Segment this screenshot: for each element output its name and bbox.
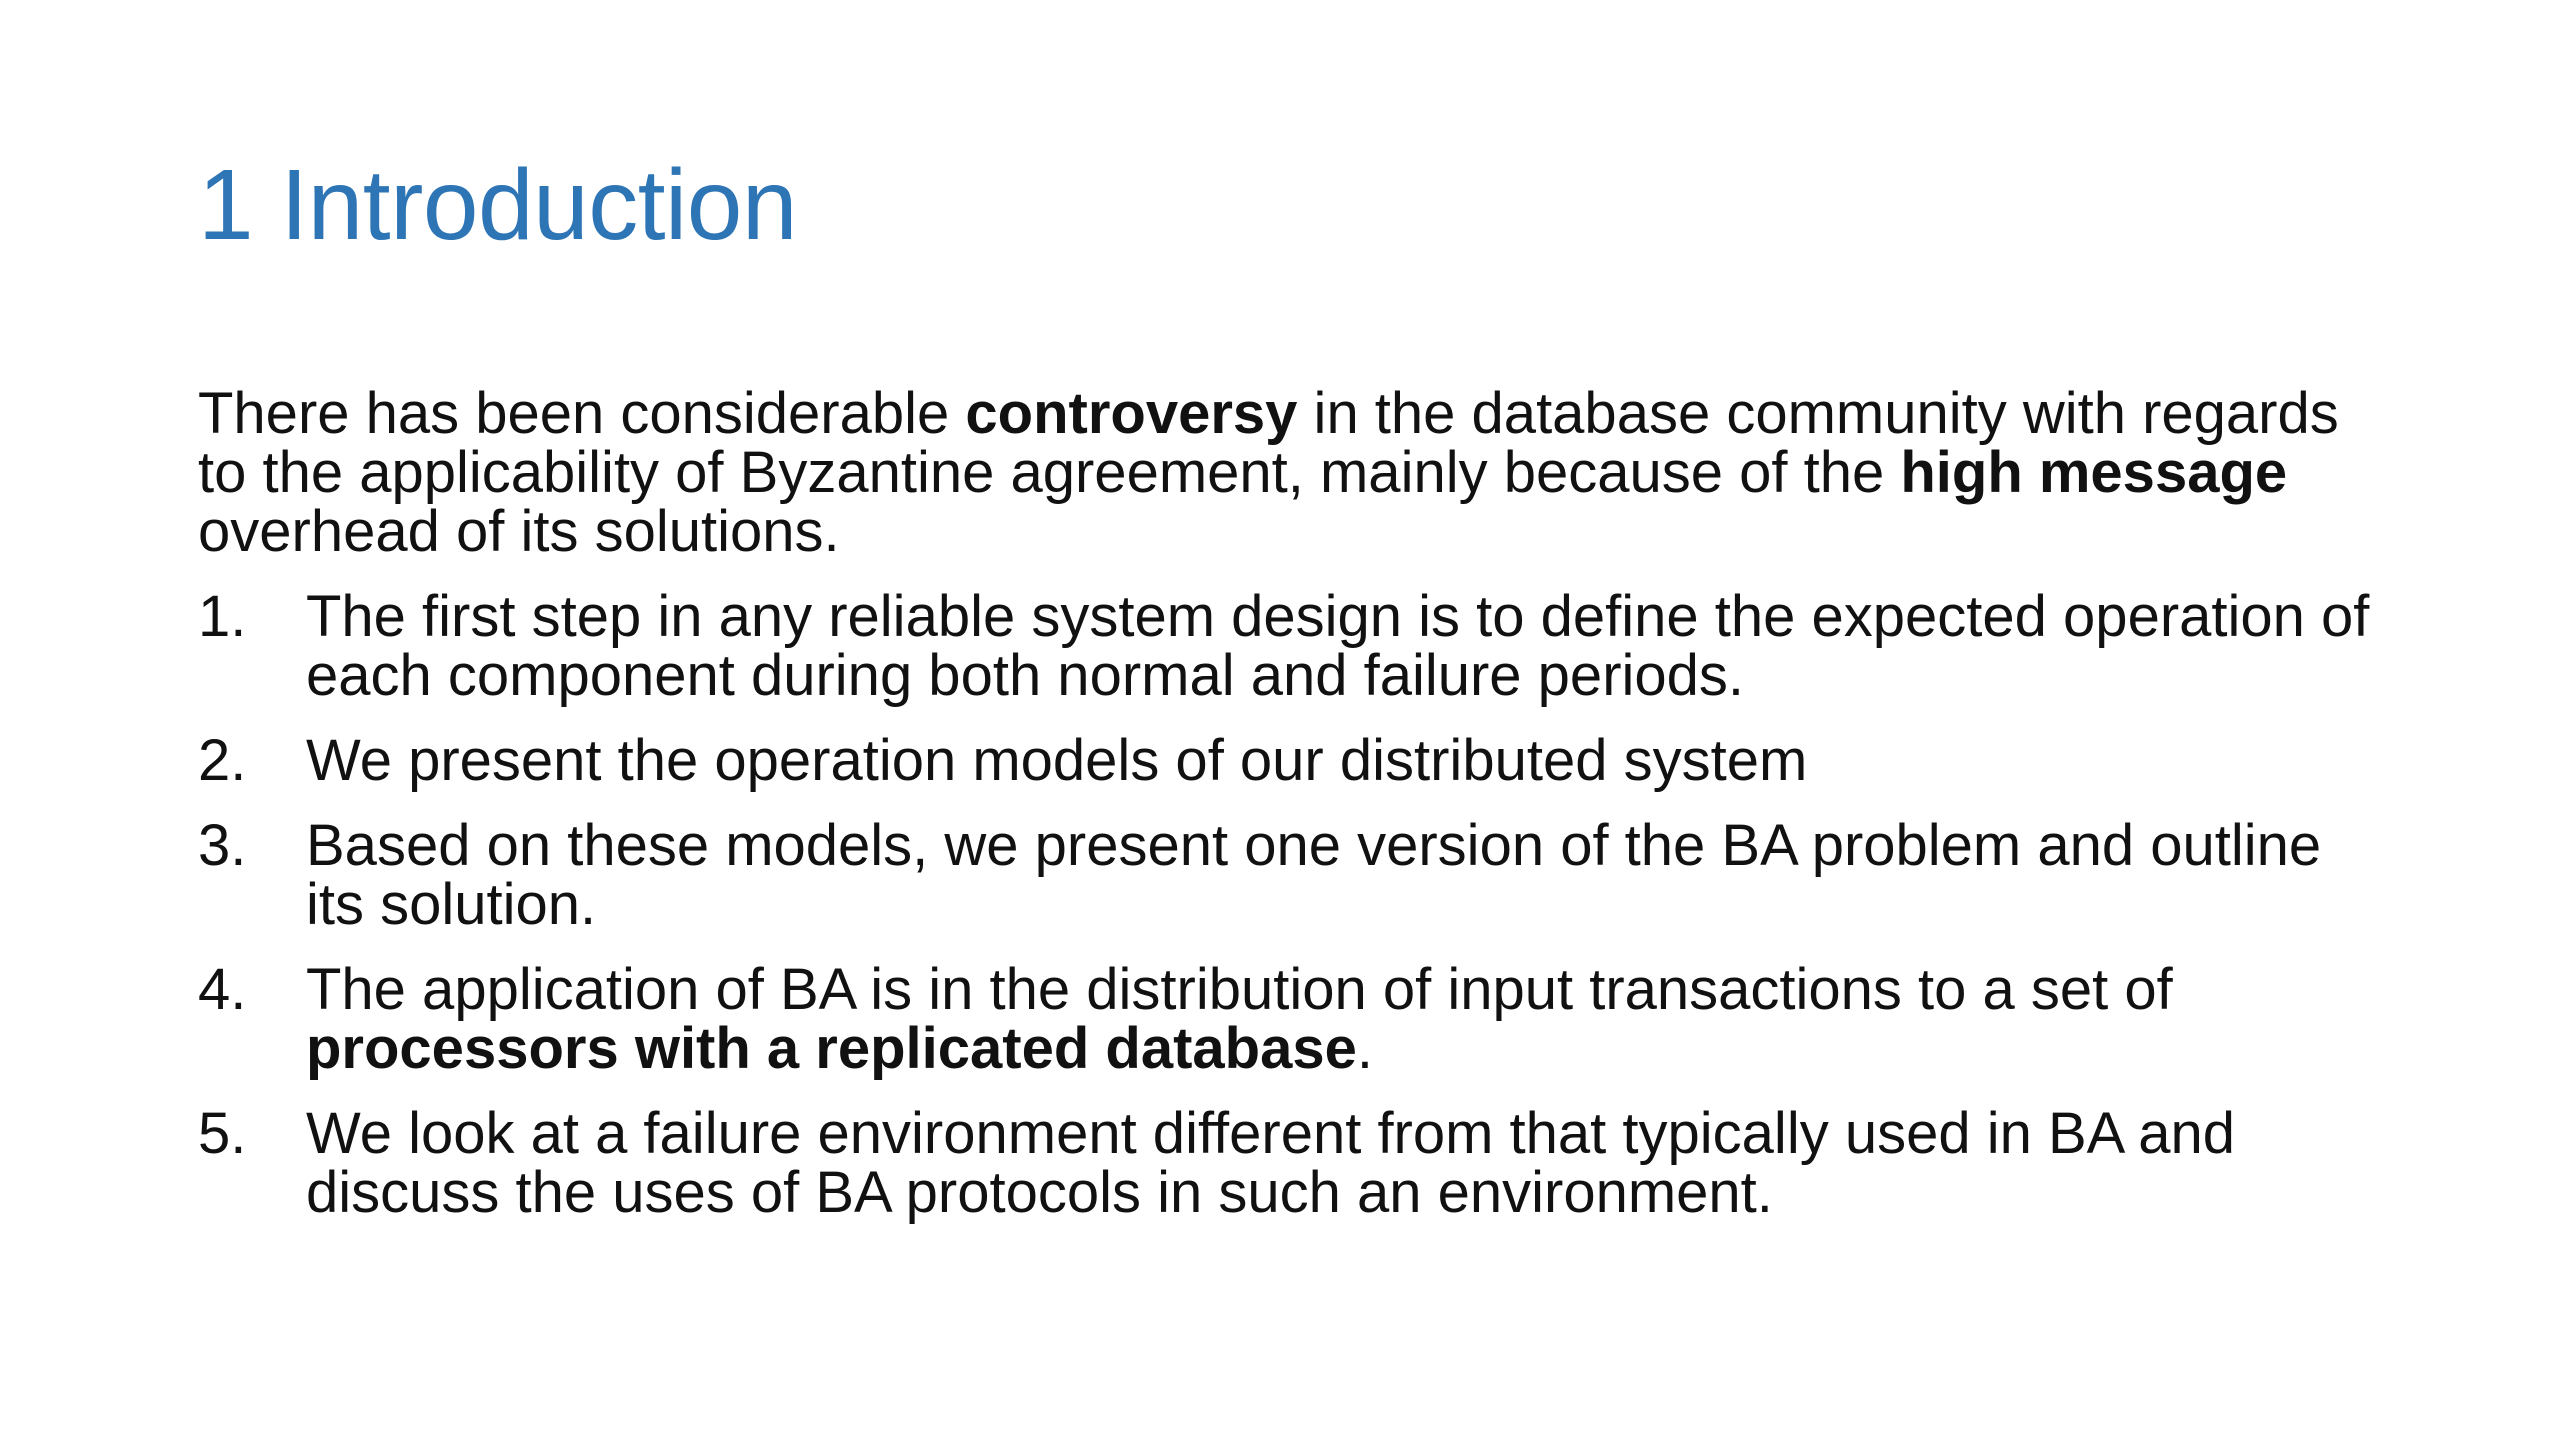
list-item-text: The first step in any reliable system design is to define the expected operation of each component during both normal and failure periods. <box>306 584 2370 708</box>
list-item-4 <box>198 957 2378 1081</box>
list-item-text: Based on these models, we present one version of the BA problem and outline its solution. <box>306 813 2322 937</box>
list-item-bold-phrase: processors with a replicated database <box>306 1016 1357 1081</box>
intro-text-1: There has been considerable <box>198 381 966 446</box>
list-item-text: We present the operation models of our distributed system <box>306 728 1808 793</box>
intro-bold-high-message: high message <box>1900 440 2288 505</box>
list-item-5 <box>198 1101 2378 1225</box>
list-item-text-after: . <box>1356 1016 1373 1081</box>
list-item-2 <box>198 728 2378 793</box>
list-number: 1. <box>198 584 247 649</box>
list-item-text <box>306 957 2173 1081</box>
list-item-text-before: The application of BA is in the distribution of input transactions to a set of <box>306 957 2173 1022</box>
list-item-3 <box>198 813 2378 937</box>
list-item-text: We look at a failure environment different from that typically used in BA and discuss the uses of BA protocols in such an environment. <box>306 1101 2236 1225</box>
list-item-1 <box>198 584 2378 708</box>
intro-text-2: in the database community with regards to the applicability of Byzantine agreement, mainly because of the <box>198 381 2339 505</box>
intro-paragraph <box>198 381 2378 564</box>
list-number: 3. <box>198 813 247 878</box>
list-number: 4. <box>198 957 247 1022</box>
slide-body <box>198 381 2378 1248</box>
numbered-list <box>198 584 2378 1225</box>
intro-text-3: overhead of its solutions. <box>198 499 840 564</box>
list-number: 2. <box>198 728 247 793</box>
slide-title: 1 Introduction <box>198 149 797 261</box>
list-number: 5. <box>198 1101 247 1166</box>
intro-bold-controversy: controversy <box>965 381 1298 446</box>
